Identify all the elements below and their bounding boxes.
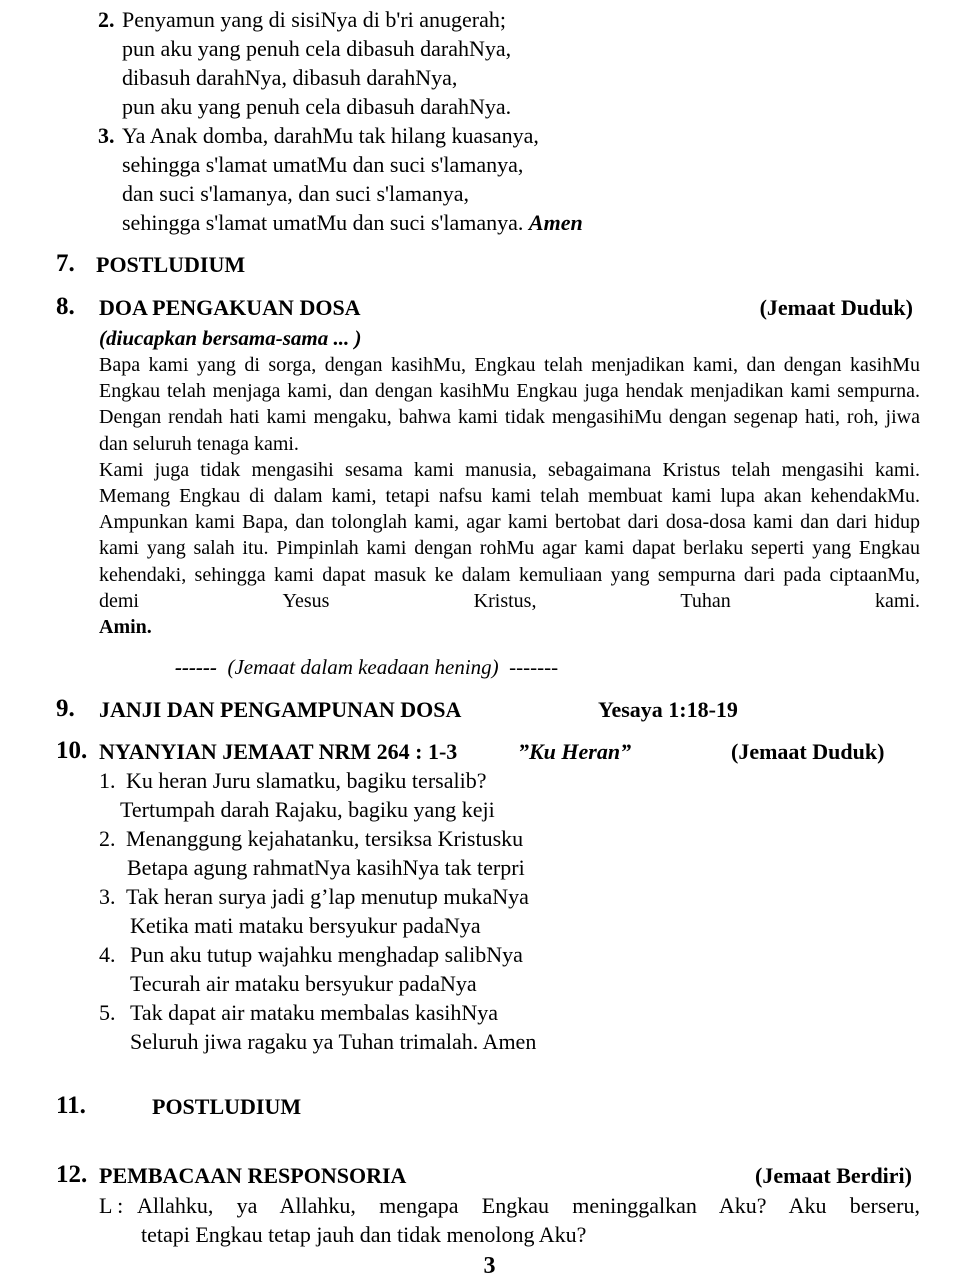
silence-note xyxy=(175,653,558,681)
section-number: 11. xyxy=(56,1092,86,1119)
amen-label: Amin. xyxy=(99,616,152,639)
lyric-line: Tecurah air mataku bersyukur padaNya xyxy=(130,971,477,996)
verse-number: 4. xyxy=(99,942,116,967)
verse-number: 3. xyxy=(98,123,115,148)
section-number: 12. xyxy=(56,1161,88,1188)
lyric-line: Tak dapat air mataku membalas kasihNya xyxy=(130,1000,499,1025)
lyric-line: Tertumpah darah Rajaku, bagiku yang keji xyxy=(120,797,495,822)
section-number: 8. xyxy=(56,293,75,320)
verse-number: 5. xyxy=(99,1000,116,1025)
section-number: 7. xyxy=(56,250,75,277)
lyric-line: pun aku yang penuh cela dibasuh darahNya, xyxy=(122,36,512,61)
posture-label: (Jemaat Berdiri) xyxy=(755,1163,912,1188)
lyric-line: pun aku yang penuh cela dibasuh darahNya. xyxy=(122,94,512,119)
lyric-text: sehingga s'lamat umatMu dan suci s'lamanya. xyxy=(122,210,524,235)
prayer-paragraph: Kami juga tidak mengasihi sesama kami manusia, sebagaimana Kristus telah mengasihi kami. Memang Engkau di dalam kami, tetapi nafsu kami telah membuat kami lupa akan kehendakMu. Ampunkan kami Bapa, dan tolonglah kami, agar kami bertobat dari dosa-dosa kami dan dari hidup kami yang salah itu. Pimpinlah kami dengan rohMu agar kami dapat berlaku seperti yang Engkau kehendaki, sehingga kami dapat masuk ke dalam kemuliaan yang sempurna dari pada ciptaanMu, demi Yesus Kristus, Tuhan kami. xyxy=(99,458,920,612)
dash-separator: ------- xyxy=(509,655,559,679)
verse-number: 3. xyxy=(99,884,116,909)
section-title: POSTLUDIUM xyxy=(152,1094,302,1119)
lyric-line: Ketika mati mataku bersyukur padaNya xyxy=(130,913,481,938)
section-number: 9. xyxy=(56,695,75,722)
prayer-paragraph: Bapa kami yang di sorga, dengan kasihMu, Engkau telah menjadikan kami, dan dengan kasihMu Engkau telah menjaga kami, dan dengan kasihMu Engkau juga hendak menjadikan kami sempurna. Dengan rendah hati kami mengaku, bahwa kami tidak mengasihiMu dengan segenap hati, roh, jiwa dan seluruh tenaga kami. xyxy=(99,354,920,455)
lyric-line: Penyamun yang di sisiNya di b'ri anugerah; xyxy=(122,7,507,32)
speaker-label: L : xyxy=(99,1193,124,1218)
confession-prayer xyxy=(99,352,920,640)
verse-number: 2. xyxy=(98,7,115,32)
lyric-line: sehingga s'lamat umatMu dan suci s'lamanya, xyxy=(122,152,524,177)
section-title: DOA PENGAKUAN DOSA xyxy=(99,295,361,320)
lyric-line: Pun aku tutup wajahku menghadap salibNya xyxy=(130,942,523,967)
lyric-line: Betapa agung rahmatNya kasihNya tak terpri xyxy=(127,855,525,880)
amen-label: Amen xyxy=(528,210,583,235)
verse-number: 1. xyxy=(99,768,116,793)
posture-label: (Jemaat Duduk) xyxy=(731,739,885,764)
section-title: PEMBACAAN RESPONSORIA xyxy=(99,1163,407,1188)
lyric-line: Ya Anak domba, darahMu tak hilang kuasanya, xyxy=(122,123,539,148)
section-title: NYANYIAN JEMAAT NRM 264 : 1-3 xyxy=(99,739,458,764)
lyric-line: dan suci s'lamanya, dan suci s'lamanya, xyxy=(122,181,469,206)
lyric-line: Seluruh jiwa ragaku ya Tuhan trimalah. Amen xyxy=(130,1029,537,1054)
lyric-line: dibasuh darahNya, dibasuh darahNya, xyxy=(122,65,458,90)
posture-label: (Jemaat Duduk) xyxy=(759,295,913,320)
section-title: POSTLUDIUM xyxy=(96,252,246,277)
page-number: 3 xyxy=(483,1253,496,1279)
lyric-line: Tak heran surya jadi g’lap menutup mukaNya xyxy=(126,884,529,909)
silence-text: (Jemaat dalam keadaan hening) xyxy=(227,655,499,679)
verse-number: 2. xyxy=(99,826,116,851)
lyric-line-final xyxy=(122,209,583,237)
responsive-line: tetapi Engkau tetap jauh dan tidak menolong Aku? xyxy=(141,1222,587,1247)
scripture-reference: Yesaya 1:18-19 xyxy=(598,697,738,722)
lyric-line: Menanggung kejahatanku, tersiksa Kristusku xyxy=(126,826,524,851)
responsive-line: Allahku, ya Allahku, mengapa Engkau meninggalkan Aku? Aku berseru, xyxy=(137,1193,920,1218)
section-number: 10. xyxy=(56,737,88,764)
section-title: JANJI DAN PENGAMPUNAN DOSA xyxy=(99,697,462,722)
song-title: ”Ku Heran” xyxy=(518,739,632,764)
dash-separator: ------ xyxy=(175,655,217,679)
lyric-line: Ku heran Juru slamatku, bagiku tersalib? xyxy=(126,768,487,793)
instruction-note: (diucapkan bersama-sama ... ) xyxy=(99,326,362,350)
